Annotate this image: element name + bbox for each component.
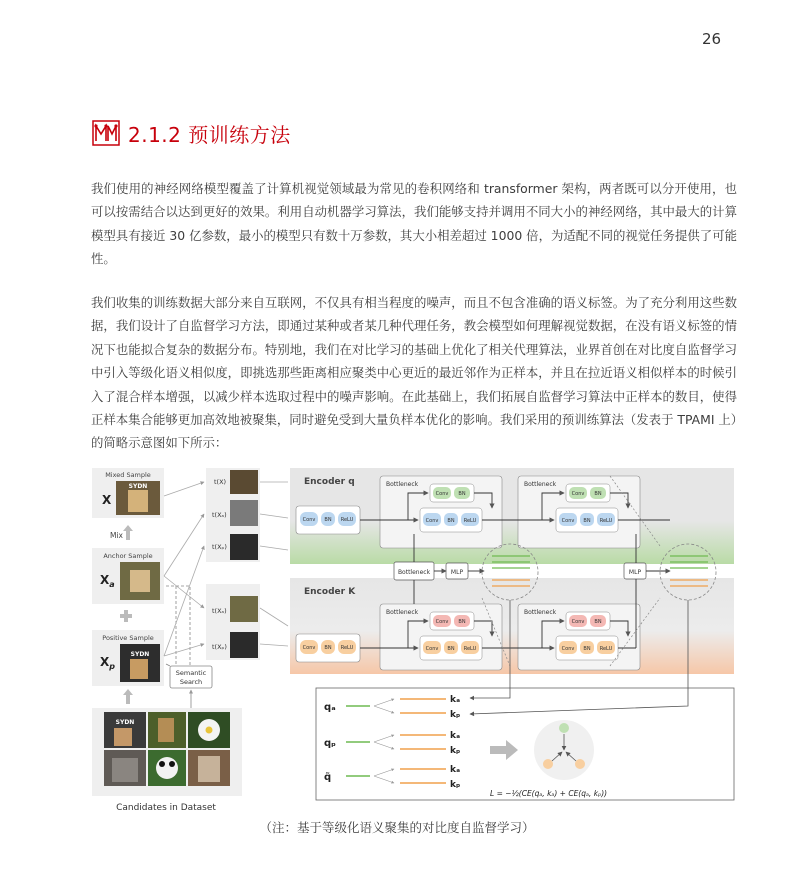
mixed-sample-box	[92, 468, 164, 518]
mix-label: Mix	[110, 531, 123, 540]
svg-text:MLP: MLP	[628, 569, 642, 576]
q-a-label: qₐ	[324, 702, 336, 713]
svg-text:ReLU: ReLU	[463, 518, 477, 524]
svg-text:Conv: Conv	[302, 645, 316, 651]
svg-text:Conv: Conv	[561, 646, 575, 652]
augmented-top-box	[206, 468, 260, 562]
svg-text:BN: BN	[594, 491, 602, 497]
svg-text:BN: BN	[324, 517, 332, 523]
svg-text:ReLU: ReLU	[599, 518, 613, 524]
section-number: 2.1.2	[128, 122, 182, 147]
svg-text:BN: BN	[458, 619, 466, 625]
loss-formula: L = −½(CE(qₐ, kₐ) + CE(qₐ, kₚ))	[490, 789, 608, 798]
svg-text:SYDN: SYDN	[115, 719, 135, 726]
pretraining-diagram	[90, 466, 736, 813]
k-bottleneck-2	[518, 604, 640, 670]
svg-text:SYDN: SYDN	[128, 483, 148, 490]
svg-text:kₚ: kₚ	[450, 710, 461, 720]
t-xa-bottom-label: t(Xₐ)	[212, 607, 227, 615]
q-bottleneck-2	[518, 476, 640, 548]
k-bottleneck-1	[380, 604, 502, 670]
positive-sample-box	[92, 630, 164, 686]
svg-text:BN: BN	[447, 646, 455, 652]
t-x-label: t(X)	[214, 478, 227, 486]
augmented-bottom-box	[206, 584, 260, 660]
q-bottleneck-1	[380, 476, 502, 548]
svg-text:Conv: Conv	[425, 646, 439, 652]
plus-icon	[120, 610, 132, 622]
candidates-box	[92, 708, 242, 813]
paragraph-1: 我们使用的神经网络模型覆盖了计算机视觉领域最为常见的卷积网络和 transformer 架构，两者既可以分开使用，也可以按需结合以达到更好的效果。利用自动机器学习算法，我们能够支持并调用不同大小的神经网络，其中最大的计算模型具有接近 30 亿参数，最小的模型只有数十万参数，其大小相差超过 1000 倍，为适配不同的视觉任务提供了可能性。	[91, 181, 737, 267]
svg-text:BN: BN	[458, 491, 466, 497]
candidates-label: Candidates in Dataset	[116, 803, 216, 813]
svg-text:Conv: Conv	[435, 619, 449, 625]
svg-text:kₚ: kₚ	[450, 780, 461, 790]
contrastive-box	[316, 688, 734, 800]
svg-text:Bottleneck: Bottleneck	[397, 569, 431, 576]
svg-text:SYDN: SYDN	[130, 651, 150, 658]
svg-text:BN: BN	[583, 518, 591, 524]
q-stem-block	[296, 506, 360, 534]
mixed-sample-label: Mixed Sample	[105, 471, 151, 479]
paragraph-2: 我们收集的训练数据大部分来自互联网，不仅具有相当程度的噪声，而且不包含准确的语义标签。为了充分利用这些数据，我们设计了自监督学习方法，即通过某种或者某几种代理任务，教会模型如何理解视觉数据，在没有语义标签的情况下也能拟合复杂的数据分布。特别地，我们在对比学习的基础上优化了相关代理算法，业界首创在对比度自监督学习中引入等级化语义相似度，即挑选那些距离相应聚类中心更近的最近邻作为正样本，并且在拉近语义相似样本的时候引入了混合样本增强，以减少样本选取过程中的噪声影响。在此基础上，我们拓展自监督学习算法中正样本的数目，使得正样本集合能够更加高效地被聚集，同时避免受到大量负样本优化的影响。我们采用的预训练算法（发表于 TPAMI 上）的简略示意图如下所示：	[91, 295, 737, 451]
section-title-text: 预训练方法	[188, 122, 291, 147]
mlp-left	[446, 563, 468, 579]
svg-text:BN: BN	[583, 646, 591, 652]
t-xa-label: t(Xₐ)	[212, 511, 227, 519]
svg-text:Conv: Conv	[571, 619, 585, 625]
svg-text:Conv: Conv	[435, 491, 449, 497]
positive-sample-label: Positive Sample	[102, 634, 154, 642]
svg-text:kₐ: kₐ	[450, 695, 461, 705]
section-heading	[92, 118, 291, 148]
svg-text:BN: BN	[324, 645, 332, 651]
anchor-sample-label: Anchor Sample	[103, 552, 153, 560]
svg-text:Conv: Conv	[571, 491, 585, 497]
svg-text:BN: BN	[447, 518, 455, 524]
semantic-search-box	[170, 666, 212, 688]
svg-text:ReLU: ReLU	[340, 645, 354, 651]
svg-text:Conv: Conv	[561, 518, 575, 524]
mlp-right	[624, 563, 646, 579]
svg-text:Bottleneck: Bottleneck	[524, 609, 557, 616]
page-number: 26	[702, 30, 722, 48]
svg-text:Conv: Conv	[302, 517, 316, 523]
svg-text:kₐ: kₐ	[450, 765, 461, 775]
section-title	[128, 119, 291, 148]
up-arrow-icon	[123, 689, 133, 704]
t-xp-label: t(Xₚ)	[212, 543, 227, 551]
svg-text:Bottleneck: Bottleneck	[386, 481, 419, 488]
svg-text:Bottleneck: Bottleneck	[386, 609, 419, 616]
figure-caption: （注：基于等级化语义聚集的对比度自监督学习）	[259, 820, 535, 835]
encoder-q-label: Encoder q	[304, 477, 355, 487]
semantic-search-line1: Semantic	[175, 669, 207, 677]
x-label: X	[102, 493, 112, 507]
q-tilde-label: q̃	[324, 772, 332, 783]
svg-text:kₐ: kₐ	[450, 731, 461, 741]
svg-text:Conv: Conv	[425, 518, 439, 524]
network-icon	[92, 120, 120, 146]
anchor-sample-box	[92, 548, 164, 604]
svg-text:ReLU: ReLU	[463, 646, 477, 652]
svg-text:ReLU: ReLU	[599, 646, 613, 652]
shared-bottleneck	[394, 562, 434, 580]
xa-label: $X_a$	[100, 573, 115, 589]
svg-text:Bottleneck: Bottleneck	[524, 481, 557, 488]
xp-label: $X_p$	[100, 655, 115, 671]
svg-text:kₚ: kₚ	[450, 746, 461, 756]
encoder-k-label: Encoder K	[304, 587, 356, 597]
k-stem-block	[296, 634, 360, 662]
semantic-search-line2: Search	[179, 678, 203, 686]
t-xp-bottom-label: t(Xₚ)	[212, 643, 227, 651]
mix-arrow-icon	[123, 525, 133, 540]
svg-text:ReLU: ReLU	[340, 517, 354, 523]
svg-text:MLP: MLP	[450, 569, 464, 576]
svg-text:BN: BN	[594, 619, 602, 625]
q-p-label: qₚ	[324, 738, 336, 749]
